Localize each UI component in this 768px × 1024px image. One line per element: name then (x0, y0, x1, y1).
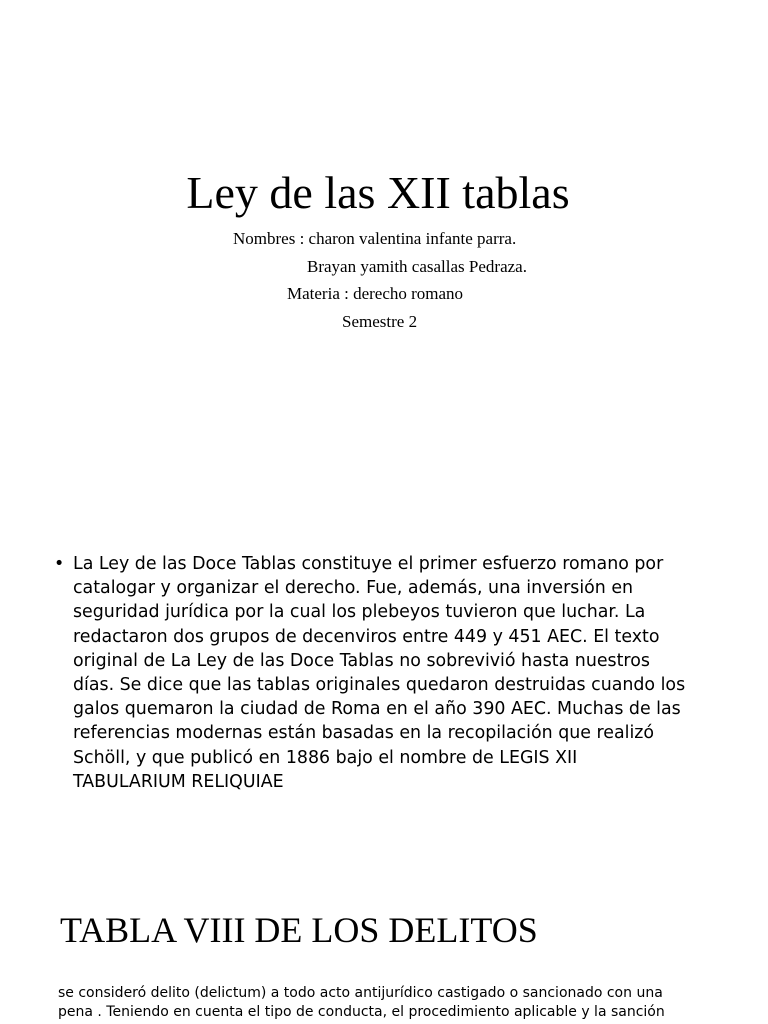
semester-line: Semestre 2 (342, 312, 418, 331)
intro-slide (0, 510, 768, 882)
subject-line: Materia : derecho romano (287, 284, 464, 303)
paragraph-line: catalogar y organizar el derecho. Fue, además, una inversión en (73, 578, 634, 599)
document-title: Ley de las XII tablas (186, 167, 570, 218)
body-line: se consideró delito (delictum) a todo acto antijurídico castigado o sancionado con una (58, 985, 663, 1001)
bullet-list-item (54, 552, 714, 794)
crimes-slide (0, 882, 768, 1024)
paragraph-line: Schöll, y que publicó en 1886 bajo el nombre de LEGIS XII (73, 747, 578, 768)
paragraph-line: La Ley de las Doce Tablas constituye el primer esfuerzo romano por (73, 554, 664, 574)
bullet-paragraph (73, 552, 714, 794)
author-names-line-2: Brayan yamith casallas Pedraza. (307, 257, 527, 276)
paragraph-line: referencias modernas están basadas en la recopilación que realizó (73, 723, 655, 744)
author-names-line-1: Nombres : charon valentina infante parra. (233, 229, 517, 248)
section-body (58, 984, 758, 1022)
section-title: TABLA VIII DE LOS DELITOS (60, 910, 538, 950)
paragraph-line: galos quemaron la ciudad de Roma en el año 390 AEC. Muchas de las (73, 699, 681, 720)
paragraph-line: redactaron dos grupos de decenviros entre 449 y 451 AEC. El texto (73, 626, 660, 647)
title-slide (0, 0, 768, 510)
bullet-dot-icon: • (54, 554, 65, 574)
paragraph-line: original de La Ley de las Doce Tablas no sobrevivió hasta nuestros (73, 650, 650, 671)
body-line: pena . Teniendo en cuenta el tipo de conducta, el procedimiento aplicable y la sanción (58, 1004, 665, 1020)
paragraph-line: seguridad jurídica por la cual los plebeyos tuvieron que luchar. La (73, 602, 646, 623)
paragraph-line: TABULARIUM RELIQUIAE (73, 771, 284, 792)
paragraph-line: días. Se dice que las tablas originales quedaron destruidas cuando los (73, 675, 686, 696)
